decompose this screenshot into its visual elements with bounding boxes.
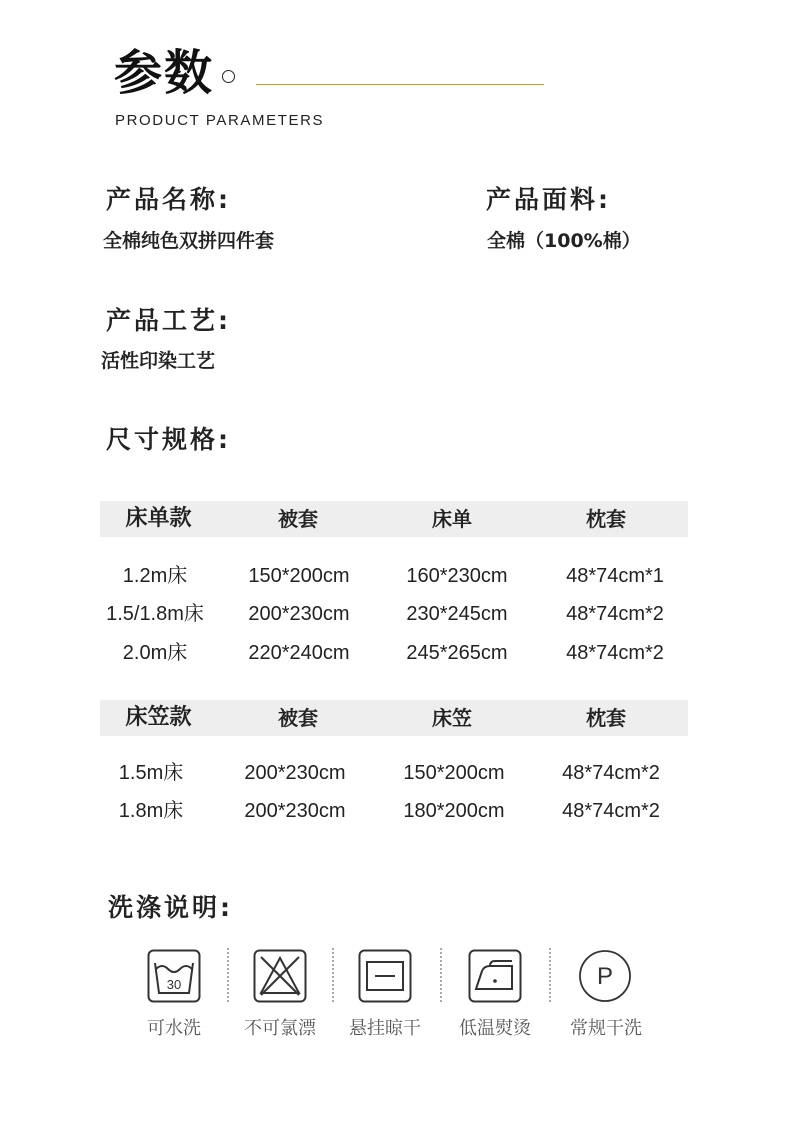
title-dot-decoration [222,70,235,83]
wash-temp-text: 30 [166,977,182,992]
table-row [0,638,790,668]
product-fabric-label: 产品面料: [486,185,611,214]
product-name-label: 产品名称: [106,185,231,214]
size-spec-label: 尺寸规格: [106,425,231,454]
table-cell: 150*200cm [248,565,350,587]
table-cell: 1.8m床 [118,800,184,822]
wash-caption: 可水洗 [147,1018,201,1039]
product-name-value: 全棉纯色双拼四件套 [103,230,275,252]
table-cell: 150*200cm [403,762,505,784]
fitted-header-pillow: 枕套 [586,706,626,730]
product-fabric-value: 全棉（100%棉） [487,230,641,252]
icon-separator [332,948,334,1002]
table-cell: 48*74cm*2 [566,642,664,664]
sheet-header-type: 床单款 [125,506,192,531]
table-cell: 48*74cm*2 [562,762,660,784]
sheet-header-duvet: 被套 [278,507,318,531]
hang-dry-caption: 悬挂晾干 [349,1018,421,1039]
low-iron-caption: 低温熨烫 [459,1018,531,1039]
sheet-table-header [100,501,688,537]
icon-separator [227,948,229,1002]
fitted-header-type: 床笠款 [125,705,192,730]
washing-label: 洗涤说明: [108,893,233,922]
table-row [0,758,790,788]
sheet-header-pillow: 枕套 [586,507,626,531]
table-cell: 180*200cm [403,800,505,822]
table-cell: 200*230cm [244,800,346,822]
table-cell: 220*240cm [248,642,350,664]
table-cell: 1.5/1.8m床 [106,603,204,625]
page-title: 参数 [114,45,215,101]
table-cell: 48*74cm*1 [566,565,664,587]
dry-clean-caption: 常规干洗 [570,1018,642,1039]
page-subtitle: PRODUCT PARAMETERS [115,112,325,129]
title-underline [256,84,544,85]
dry-clean-letter: P [596,963,614,990]
product-craft-label: 产品工艺: [106,306,231,335]
icon-separator [549,948,551,1002]
hang-dry-icon [358,949,412,1003]
table-cell: 1.2m床 [122,565,188,587]
fitted-table-header [100,700,688,736]
fitted-header-duvet: 被套 [278,706,318,730]
fitted-header-fitted: 床笠 [432,706,472,730]
table-row [0,796,790,826]
wash-30-icon [147,949,201,1003]
table-cell: 48*74cm*2 [566,603,664,625]
table-row [0,599,790,629]
table-cell: 200*230cm [248,603,350,625]
product-craft-value: 活性印染工艺 [101,350,216,372]
table-cell: 230*245cm [406,603,508,625]
low-iron-icon [468,949,522,1003]
dry-clean-icon [578,949,632,1003]
icon-separator [440,948,442,1002]
table-row [0,561,790,591]
table-cell: 245*265cm [406,642,508,664]
table-cell: 200*230cm [244,762,346,784]
table-cell: 160*230cm [406,565,508,587]
table-cell: 48*74cm*2 [562,800,660,822]
no-bleach-caption: 不可氯漂 [244,1018,316,1039]
no-bleach-icon [253,949,307,1003]
table-cell: 2.0m床 [122,642,188,664]
table-cell: 1.5m床 [118,762,184,784]
sheet-header-sheet: 床单 [432,507,472,531]
